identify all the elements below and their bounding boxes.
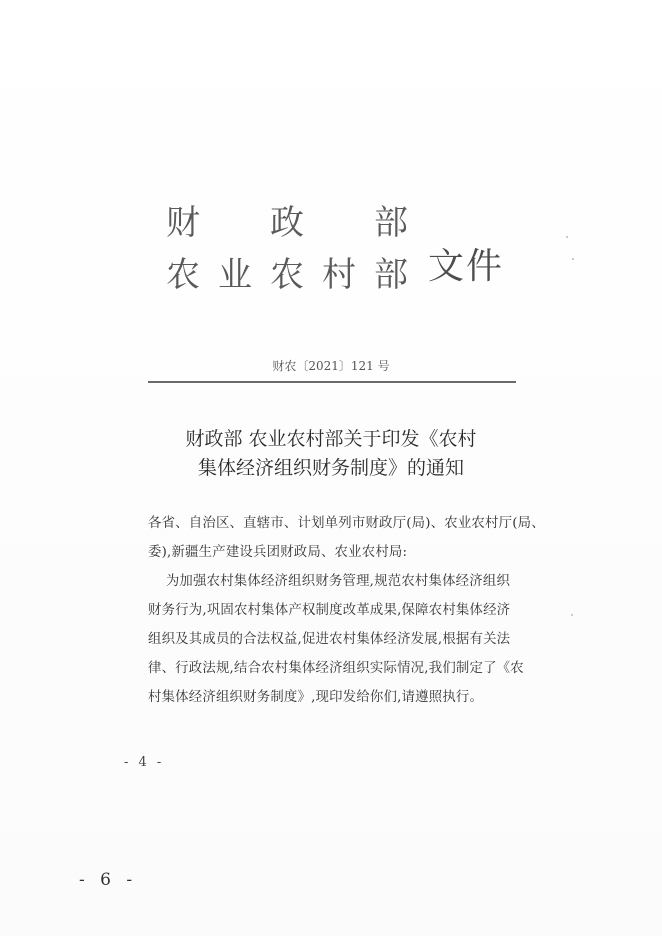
inner-page-number: - 4 - <box>124 755 165 770</box>
issuer-char: 部 <box>374 203 408 243</box>
issuer-char: 部 <box>374 255 408 295</box>
body-line: 委),新疆生产建设兵团财政局、农业农村局: <box>148 545 408 560</box>
issuer-char: 业 <box>218 255 252 295</box>
issuer-char: 农 <box>166 255 200 295</box>
outer-page-number: - 6 - <box>79 870 138 890</box>
doc-type-label: 文件 <box>428 246 505 287</box>
document-number: 财农〔2021〕121 号 <box>272 359 390 373</box>
scan-speck <box>571 614 573 616</box>
issuer-char: 农 <box>270 255 304 295</box>
body-line: 村集体经济组织财务制度》,现印发给你们,请遵照执行。 <box>148 690 484 705</box>
scan-speck <box>566 236 568 238</box>
body-line: 各省、自治区、直辖市、计划单列市财政厅(局)、农业农村厅(局、 <box>148 516 545 531</box>
issuer-char: 财 <box>166 203 200 243</box>
issuer-char: 政 <box>270 203 304 243</box>
body-line: 财务行为,巩固农村集体产权制度改革成果,保障农村集体经济 <box>148 603 511 618</box>
scan-speck <box>572 258 574 260</box>
body-line: 律、行政法规,结合农村集体经济组织实际情况,我们制定了《农 <box>148 661 524 676</box>
document-title-line-2: 集体经济组织财务制度》的通知 <box>197 457 464 479</box>
body-line: 组织及其成员的合法权益,促进农村集体经济发展,根据有关法 <box>148 632 511 647</box>
header-divider <box>148 381 516 383</box>
body-line: 为加强农村集体经济组织财务管理,规范农村集体经济组织 <box>148 574 511 589</box>
issuer-char: 村 <box>322 255 356 295</box>
document-title-line-1: 财政部 农业农村部关于印发《农村 <box>185 428 477 450</box>
